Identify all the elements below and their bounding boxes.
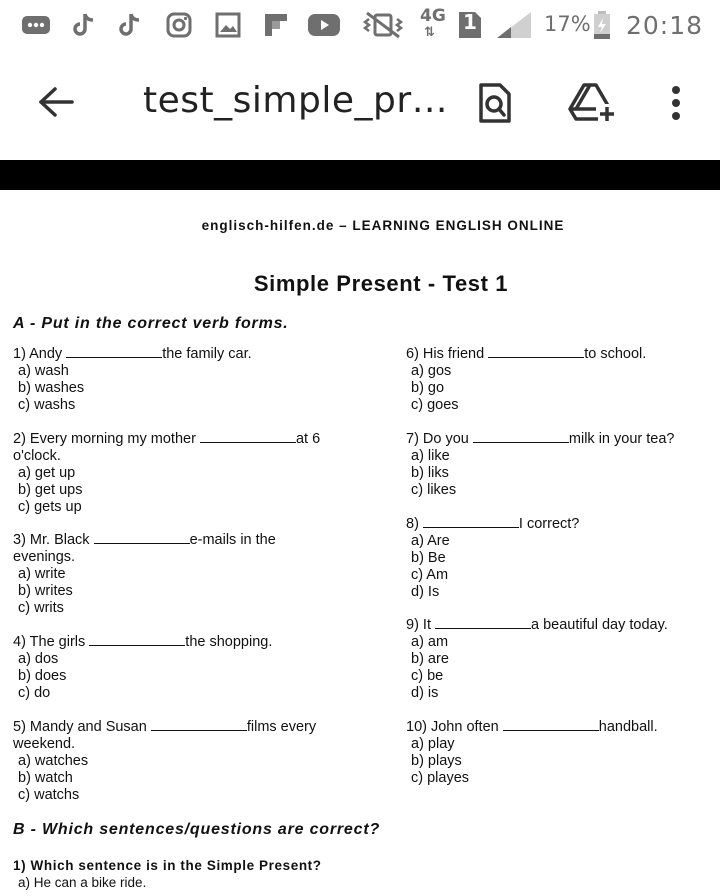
option-a[interactable]: a) am <box>411 634 449 650</box>
app-bar <box>0 50 720 160</box>
option-a[interactable]: a) get up <box>18 465 76 481</box>
battery-percent: 17% <box>544 12 591 36</box>
answer-blank <box>488 345 584 358</box>
question-continuation: o'clock. <box>13 448 61 464</box>
option-b[interactable]: b) watch <box>18 770 73 786</box>
test-title: Simple Present - Test 1 <box>253 271 509 296</box>
back-button[interactable] <box>30 82 82 126</box>
question-8: 8) I correct? a) Are b) Be c) Am d) Is <box>406 516 580 600</box>
option-a[interactable]: a) Are <box>411 533 450 549</box>
option-b[interactable]: b) washes <box>18 380 85 396</box>
section-a-heading: A - Put in the correct verb forms. <box>13 315 289 332</box>
option-a[interactable]: a) wash <box>18 363 69 379</box>
question-4: 4) The girls the shopping. a) dos b) does c) do <box>13 634 273 701</box>
pdf-page[interactable] <box>0 190 720 896</box>
option-b[interactable]: b) Be <box>411 550 446 566</box>
option-a[interactable]: a) gos <box>411 363 452 379</box>
network-type: 4G <box>420 6 446 26</box>
answer-blank <box>66 345 162 358</box>
answer-blank <box>94 531 190 544</box>
clock: 20:18 <box>626 11 704 40</box>
question-10: 10) John often handball. a) play b) plays c) playes <box>406 719 658 786</box>
option-c[interactable]: c) do <box>18 685 51 701</box>
option-a[interactable]: a) dos <box>18 651 59 667</box>
answer-blank <box>473 430 569 443</box>
tiktok-icon <box>70 10 98 40</box>
answer-blank <box>435 616 531 629</box>
option-b[interactable]: b) go <box>411 380 445 396</box>
sim-number: 1 <box>463 10 477 34</box>
gallery-icon <box>213 10 243 40</box>
instagram-icon <box>164 10 194 40</box>
search-in-document-button[interactable] <box>470 80 520 130</box>
option-d[interactable]: d) is <box>411 685 439 701</box>
option-b[interactable]: b) writes <box>18 583 73 599</box>
option-a[interactable]: a) like <box>411 448 450 464</box>
question-continuation: evenings. <box>13 549 76 565</box>
section-b-heading: B - Which sentences/questions are correct? <box>13 821 381 838</box>
document-title: test_simple_pr… <box>143 80 449 121</box>
data-arrows-icon: ⇅ <box>424 25 435 40</box>
flipboard-icon <box>261 10 291 40</box>
question-2: 2) Every morning my mother at 6 o'clock. a) get up b) get ups c) gets up <box>13 431 321 515</box>
option-b[interactable]: b) plays <box>411 753 462 769</box>
option-c[interactable]: c) writs <box>18 600 64 616</box>
youtube-icon <box>306 10 342 40</box>
answer-blank <box>89 633 185 646</box>
more-options-button[interactable] <box>656 80 696 130</box>
viewer-top-edge <box>0 160 720 190</box>
option-b[interactable]: b) get ups <box>18 482 83 498</box>
site-header: englisch-hilfen.de – LEARNING ENGLISH ONLINE <box>201 218 565 233</box>
option-a[interactable]: a) write <box>18 566 66 582</box>
option-a[interactable]: a) play <box>411 736 455 752</box>
arrow-left-icon <box>37 86 75 123</box>
question-stem: 1) Which sentence is in the Simple Present? <box>13 858 322 873</box>
question-9: 9) It a beautiful day today. a) am b) are c) be d) is <box>406 617 668 701</box>
option-a[interactable]: a) He can a bike ride. <box>18 875 147 890</box>
more-vert-icon <box>671 85 681 126</box>
option-c[interactable]: c) likes <box>411 482 457 498</box>
option-c[interactable]: c) gets up <box>18 499 82 515</box>
battery-icon <box>590 10 614 40</box>
question-3: 3) Mr. Black e-mails in the evenings. a) write b) writes c) writs <box>13 532 276 616</box>
option-b[interactable]: b) liks <box>411 465 449 481</box>
option-c[interactable]: c) washs <box>18 397 76 413</box>
signal-icon <box>494 10 534 40</box>
vibrate-mute-icon <box>358 10 408 40</box>
add-to-drive-icon <box>568 82 616 129</box>
option-c[interactable]: c) goes <box>411 397 459 413</box>
option-c[interactable]: c) playes <box>411 770 470 786</box>
option-a[interactable]: a) watches <box>18 753 89 769</box>
option-c[interactable]: c) watchs <box>18 787 80 803</box>
question-1: 1) Andy the family car. a) wash b) washes c) washs <box>13 346 252 413</box>
answer-blank <box>423 515 519 528</box>
option-d[interactable]: d) Is <box>411 584 440 600</box>
option-c[interactable]: c) Am <box>411 567 449 583</box>
option-b[interactable]: b) does <box>18 668 67 684</box>
option-c[interactable]: c) be <box>411 668 444 684</box>
option-b[interactable]: b) are <box>411 651 449 667</box>
question-5: 5) Mandy and Susan films every weekend. a) watches b) watch c) watchs <box>13 719 317 803</box>
add-to-drive-button[interactable] <box>565 80 619 130</box>
search-in-document-icon <box>478 82 512 129</box>
answer-blank <box>151 718 247 731</box>
status-bar <box>0 0 720 50</box>
answer-blank <box>503 718 599 731</box>
section-b-question-1 <box>13 857 322 891</box>
question-6: 6) His friend to school. a) gos b) go c) goes <box>406 346 647 413</box>
chat-bubble-icon <box>20 10 52 40</box>
question-7: 7) Do you milk in your tea? a) like b) liks c) likes <box>406 431 675 498</box>
tiktok-icon <box>116 10 144 40</box>
question-continuation: weekend. <box>13 736 76 752</box>
answer-blank <box>200 430 296 443</box>
